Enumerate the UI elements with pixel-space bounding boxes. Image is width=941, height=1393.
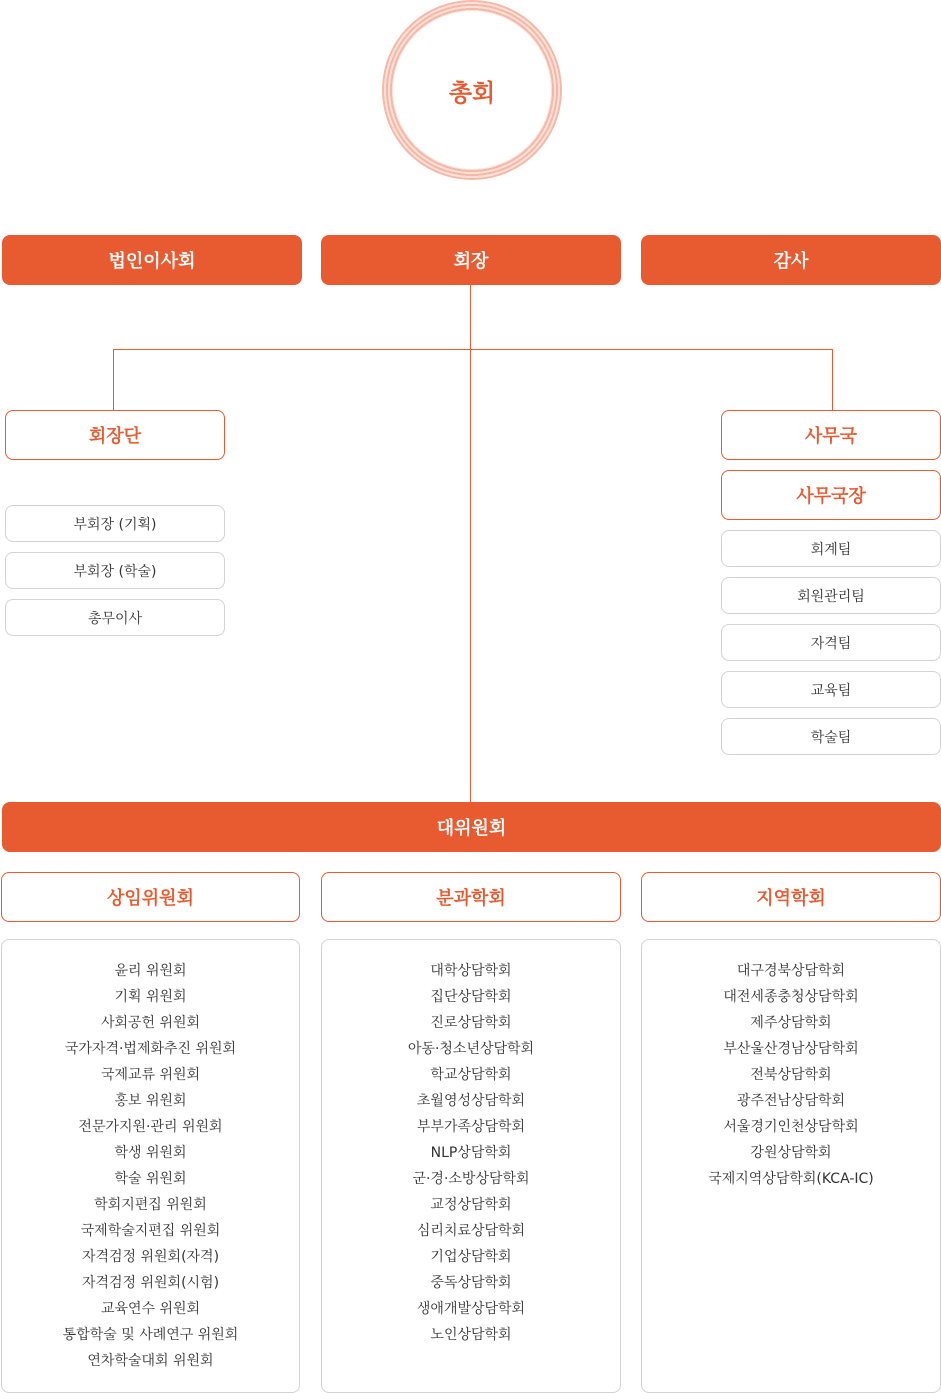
divisions-label: 분과학회 xyxy=(436,888,506,909)
committee-node xyxy=(2,802,941,852)
board-node xyxy=(2,235,302,285)
connector-left-drop xyxy=(113,349,114,410)
list-item: 제주상담학회 xyxy=(750,1015,832,1031)
list-item: 군·경·소방상담학회 xyxy=(412,1171,530,1187)
leadership-item xyxy=(5,505,225,542)
secretariat-head-node xyxy=(721,470,941,520)
list-item: 초월영성상담학회 xyxy=(416,1093,526,1109)
list-item: NLP상담학회 xyxy=(430,1145,512,1161)
list-item: 전문가지원·관리 위원회 xyxy=(78,1119,223,1135)
list-item: 대학상담학회 xyxy=(430,963,512,979)
list-item: 학회지편집 위원회 xyxy=(94,1197,207,1213)
list-item: 대구경북상담학회 xyxy=(736,963,846,979)
secretariat-head-label: 사무국장 xyxy=(796,486,866,507)
connector-vertical-main xyxy=(470,284,471,802)
leadership-label: 회장단 xyxy=(88,426,142,447)
list-item: 학술 위원회 xyxy=(114,1171,187,1187)
auditor-node xyxy=(641,235,941,285)
divisions-node xyxy=(321,872,621,922)
list-item: 학교상담학회 xyxy=(430,1067,512,1083)
auditor-label: 감사 xyxy=(773,251,809,272)
list-item: 윤리 위원회 xyxy=(114,963,187,979)
leadership-item-label: 부회장 (기획) xyxy=(73,516,157,533)
president-label: 회장 xyxy=(453,251,489,272)
team-label: 학술팀 xyxy=(810,729,852,746)
list-item: 국제교류 위원회 xyxy=(100,1067,201,1083)
team-label: 회계팀 xyxy=(810,541,852,558)
president-node xyxy=(321,235,621,285)
list-item: 사회공헌 위원회 xyxy=(100,1015,201,1031)
list-item: 아동·청소년상담학회 xyxy=(407,1041,535,1057)
general-assembly-label: 총회 xyxy=(448,78,496,107)
list-item: 국제지역상담학회(KCA-IC) xyxy=(708,1171,874,1187)
connector-horizontal xyxy=(113,349,833,350)
list-item: 중독상담학회 xyxy=(430,1275,512,1291)
secretariat-node xyxy=(721,410,941,460)
standing-committees-node xyxy=(1,872,300,922)
leadership-item-label: 총무이사 xyxy=(87,610,143,627)
list-item: 통합학술 및 사례연구 위원회 xyxy=(62,1327,239,1343)
team-node xyxy=(721,530,941,567)
team-node xyxy=(721,577,941,614)
team-node xyxy=(721,671,941,708)
list-item: 서울경기인천상담학회 xyxy=(723,1119,859,1135)
board-label: 법인이사회 xyxy=(108,251,196,272)
list-item: 부산울산경남상담학회 xyxy=(723,1041,859,1057)
list-item: 대전세종충청상담학회 xyxy=(723,989,859,1005)
team-label: 자격팀 xyxy=(810,635,852,652)
standing-committees-label: 상임위원회 xyxy=(107,888,194,909)
list-item: 진로상담학회 xyxy=(430,1015,512,1031)
regional-societies-node xyxy=(641,872,941,922)
list-item: 전북상담학회 xyxy=(750,1067,832,1083)
leadership-item-label: 부회장 (학술) xyxy=(73,563,157,580)
team-node xyxy=(721,624,941,661)
list-item: 집단상담학회 xyxy=(430,989,512,1005)
leadership-node xyxy=(5,410,225,460)
secretariat-label: 사무국 xyxy=(804,426,858,447)
list-item: 학생 위원회 xyxy=(114,1145,187,1161)
list-item: 교육연수 위원회 xyxy=(100,1301,201,1317)
list-item: 생애개발상담학회 xyxy=(416,1301,526,1317)
team-node xyxy=(721,718,941,755)
divisions-list xyxy=(321,939,621,1393)
list-item: 광주전남상담학회 xyxy=(736,1093,846,1109)
list-item: 심리치료상담학회 xyxy=(416,1223,526,1239)
list-item: 홍보 위원회 xyxy=(114,1093,187,1109)
list-item: 노인상담학회 xyxy=(430,1327,512,1343)
leadership-item xyxy=(5,599,225,636)
list-item: 자격검정 위원회(시험) xyxy=(81,1275,220,1291)
list-item: 자격검정 위원회(자격) xyxy=(81,1249,220,1265)
team-label: 회원관리팀 xyxy=(797,588,865,605)
regional-societies-label: 지역학회 xyxy=(756,888,826,909)
list-item: 국제학술지편집 위원회 xyxy=(80,1223,221,1239)
list-item: 기획 위원회 xyxy=(114,989,187,1005)
team-label: 교육팀 xyxy=(810,682,852,699)
list-item: 강원상담학회 xyxy=(750,1145,832,1161)
leadership-item xyxy=(5,552,225,589)
list-item: 교정상담학회 xyxy=(430,1197,512,1213)
standing-committees-list xyxy=(1,939,300,1393)
connector-right-drop xyxy=(832,349,833,410)
committee-label: 대위원회 xyxy=(436,818,507,839)
list-item: 기업상담학회 xyxy=(430,1249,512,1265)
regional-societies-list xyxy=(641,939,941,1393)
list-item: 연차학술대회 위원회 xyxy=(87,1353,214,1369)
general-assembly-node xyxy=(382,0,562,180)
list-item: 부부가족상담학회 xyxy=(416,1119,526,1135)
list-item: 국가자격·법제화추진 위원회 xyxy=(64,1041,237,1057)
